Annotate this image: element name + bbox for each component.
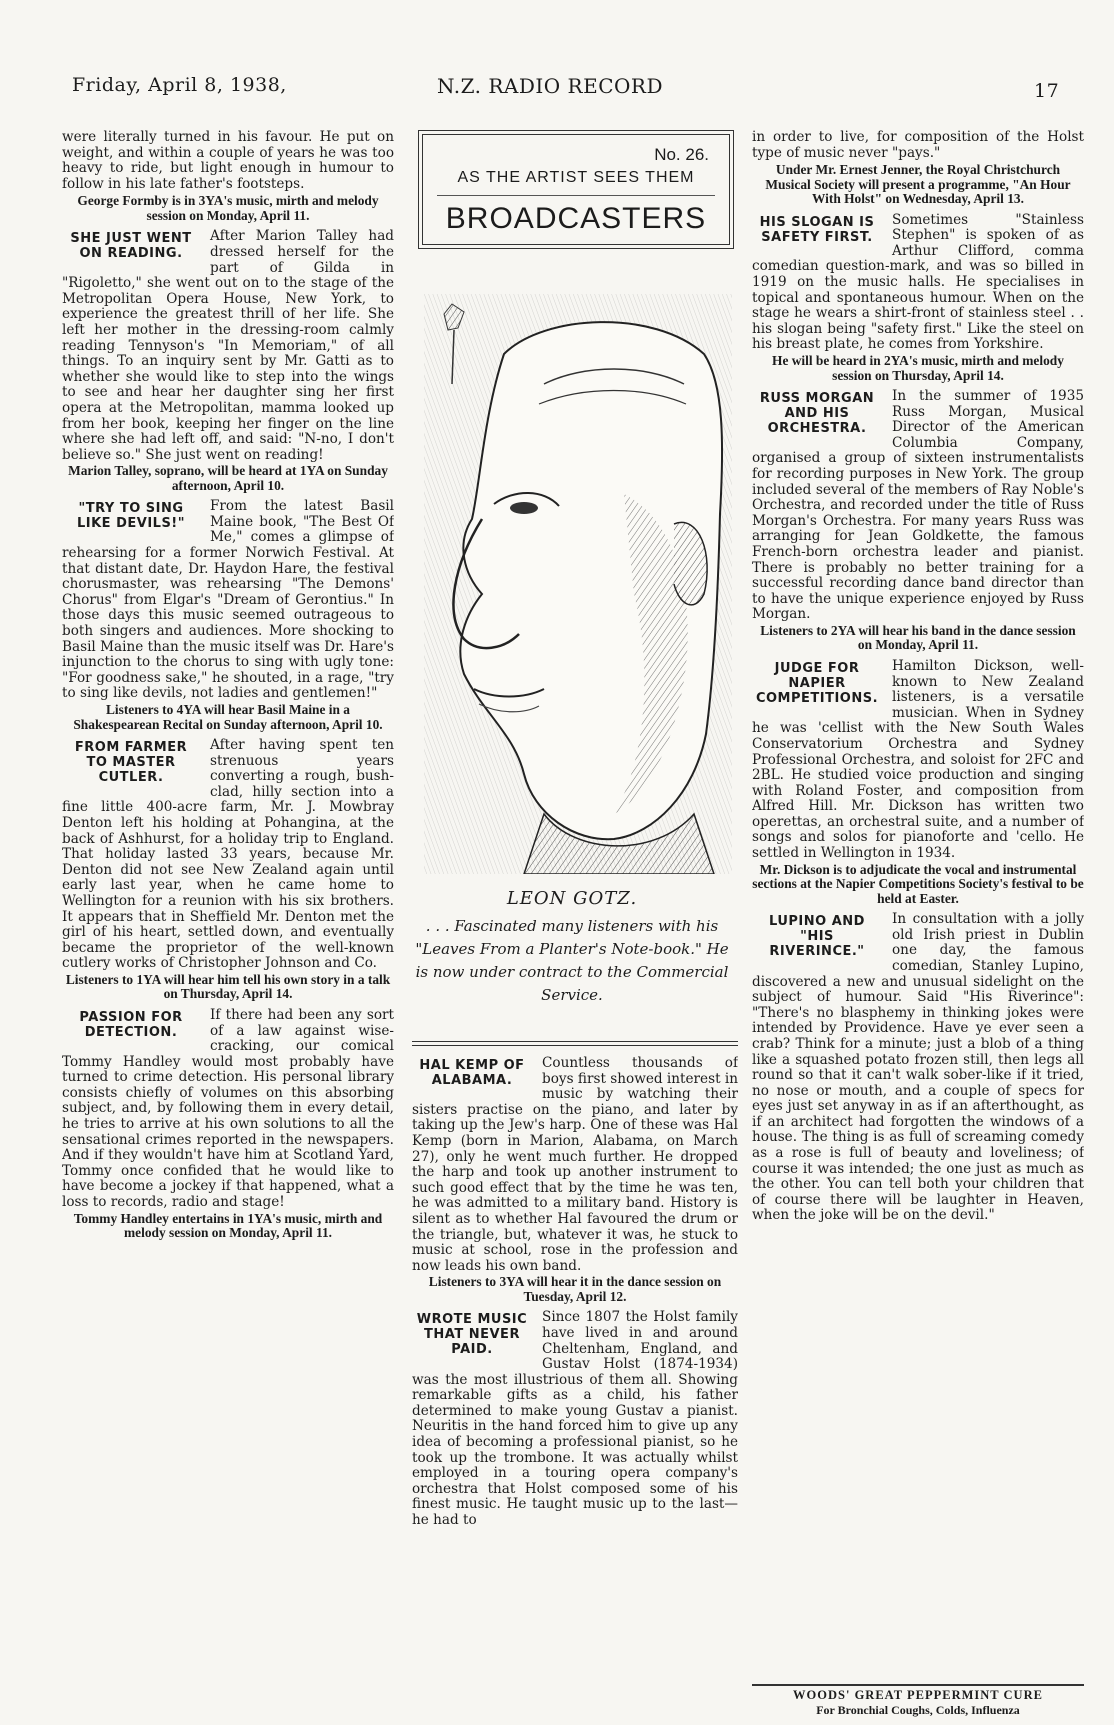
advert-title: WOODS' GREAT PEPPERMINT CURE: [793, 1688, 1043, 1702]
feature-title: BROADCASTERS: [445, 202, 707, 235]
article-body: If there had been any sort of a law against wise-cracking, our comical Tommy Handley would most probably have turned to crime detection. His personal library consists chiefly of volumes on this absorbing subject, and, by following them in every detail, he tries to arrive at his own solutions to all the sensational crimes reported in the newspapers. And if they wouldn't have him at Scotland Yard, Tommy once confided that he would like to have become a jockey if that happened, what a loss to records, radio and stage!: [62, 1007, 394, 1211]
feature-number: No. 26.: [654, 145, 709, 164]
article-body: After having spent ten strenuous years converting a rough, bush-clad, hilly section into a fine little 400-acre farm, Mr. J. Mowbray Denton left his holding at Pohangina, at the back of Ashhurst, for a holiday trip to England. That holiday lasted 33 years, because Mr. Denton did not see New Zealand again until early last year, when he came home to Wellington for a reunion with his six brothers. It appears that in Sheffield Mr. Denton met the girl of his heart, settled down, and eventually became the proprietor of the well-known cutlery works of Christopher Johnson and Co.: [62, 738, 394, 972]
issue-date: Friday, April 8, 1938,: [72, 74, 287, 96]
col1-intro-note: George Formby is in 3YA's music, mirth and melody session on Monday, April 11.: [77, 193, 379, 223]
article-note: Marion Talley, soprano, will be heard at 1YA on Sunday afternoon, April 10.: [68, 463, 388, 493]
column-3: [752, 130, 1084, 1224]
article-note: He will be heard in 2YA's music, mirth and melody session on Thursday, April 14.: [772, 353, 1064, 383]
article-note: Tommy Handley entertains in 1YA's music, mirth and melody session on Monday, April 11.: [73, 1210, 383, 1241]
article-body: From the latest Basil Maine book, "The Best Of Me," comes a glimpse of rehearsing for a former Norwich Festival. At that distant date, Dr. Haydon Hare, the festival chorusmaster, was rehearsing "The Demons' Chorus" from Elgar's "Dream of Gerontius." In those days this music seemed outrageous to both singers and audiences. More shocking to Basil Maine than the music itself was Dr. Hare's injunction to the chorus to sing with ugly tone: "For goodness sake," he shouted, in a rage, "try to sing like devils, not ladies and gentlemen!": [62, 499, 394, 702]
article: [62, 738, 394, 972]
column-2: [412, 1052, 738, 1529]
article-body: In consultation with a jolly old Irish priest in Dublin one day, the famous comedian, Stanley Lupino, discovered a new and unusual sidelight on the subject of humour. Said "His Riverince": "There's no blasphemy in thinking jokes were intended by Providence. Have ye ever seen a crab? Think for a minute; just a blob of a thing like a squashed potato frozen still, then legs all round so that it can't walk sober-like if it tried, no nose or mouth, and a couple of specs for eyes just set anyway in as if an afterthought, as if an architect had forgotten the windows of a house. The thing is as full of screaming comedy as a rose is full of beauty and loveliness; of course it was intended; the one just as much as the other. You can tell both your children that of course there will be laughter in Heaven, when the joke will be on the devil.": [752, 912, 1084, 1224]
article-heading: RUSS MORGAN AND HIS ORCHESTRA.: [759, 391, 875, 437]
article-note: Mr. Dickson is to adjudicate the vocal and instrumental sections at the Napier Competitions Society's festival to be held at Easter.: [752, 861, 1084, 906]
article-body: Hamilton Dickson, well-known to New Zealand listeners, is a versatile musician. When in Sydney he was 'cellist with the New South Wales Conservatorium Orchestra and Sydney Professional Orchestra, and soloist for 2FC and 2BL. He studied voice production and singing with Roland Foster, and composition from Alfred Hill. Mr. Dickson has written two operettas, an orchestral suite, and a number of songs and solos for pianoforte and 'cello. He settled in Wellington in 1934.: [752, 658, 1084, 862]
advert-strip: [752, 1684, 1084, 1718]
col1-intro: were literally turned in his favour. He put on weight, and within a couple of years he was too heavy to ride, but light enough in humour to follow in his late father's footsteps.: [62, 129, 394, 192]
caption-text: . . . Fascinated many listeners with his "Leaves From a Planter's Note-book." He is now under contract to the Commercial Service.: [415, 917, 729, 1004]
article-heading: JUDGE FOR NAPIER COMPETITIONS.: [755, 660, 879, 706]
page-number: 17: [1034, 80, 1060, 102]
article-body: Countless thousands of boys first showed interest in music by watching their sisters practise on the piano, and later by taking up the Jew's harp. One of these was Hal Kemp (born in Marion, Alabama, on March 27), only he went much further. He dropped the harp and took up another instrument to such good effect that by the time he was ten, he was admitted to a military band. History is silent as to whether Hal favoured the drum or the triangle, but, whatever it was, he stuck to music at school, rose in the profession and now leads his own band.: [412, 1056, 738, 1274]
article: [752, 389, 1084, 623]
feature-title-box: [418, 130, 734, 249]
publication-title: N.Z. RADIO RECORD: [437, 74, 663, 98]
article-heading: HIS SLOGAN IS SAFETY FIRST.: [759, 214, 875, 245]
caricature-illustration: [424, 294, 732, 874]
article-heading: WROTE MUSIC THAT NEVER PAID.: [416, 1312, 528, 1358]
section-divider: [412, 1041, 738, 1046]
article: [62, 229, 394, 463]
article-body: Since 1807 the Holst family have lived in and around Cheltenham, England, and Gustav Holst (1874-1934) was the most illustrious of them all. Showing remarkable gifts as a child, his father determined to make young Gustav a pianist. Neuritis in the hand forced him to give up any idea of becoming a professional pianist, so he took up the trombone. It was actually whilst employed in a touring opera company's orchestra that Holst composed some of his finest music. He taught music up to the last—he had to: [412, 1310, 738, 1529]
article-note: Listeners to 1YA will hear him tell his own story in a talk on Thursday, April 14.: [65, 971, 391, 1002]
article: [412, 1056, 738, 1274]
article-heading: SHE JUST WENT ON READING.: [70, 231, 192, 262]
advert-subtitle: For Bronchial Coughs, Colds, Influenza: [816, 1703, 1020, 1717]
article: [412, 1310, 738, 1528]
caption-name: LEON GOTZ.: [506, 888, 638, 909]
column-1: [62, 130, 394, 1247]
article-heading: HAL KEMP OF ALABAMA.: [419, 1058, 525, 1088]
article-note: Listeners to 3YA will hear it in the dance session on Tuesday, April 12.: [428, 1274, 722, 1304]
article: [62, 1008, 394, 1211]
article: [752, 659, 1084, 862]
article-note: Listeners to 2YA will hear his band in the dance session on Monday, April 11.: [760, 622, 1076, 653]
article-heading: FROM FARMER TO MASTER CUTLER.: [74, 740, 188, 785]
caricature-caption: [404, 888, 740, 1007]
article: [752, 912, 1084, 1224]
article-body: Sometimes "Stainless Stephen" is spoken of as Arthur Clifford, comma comedian question-mark, and was so billed in 1919 on the music halls. He specialises in topical and spontaneous humour. When on the stage he wears a shirt-front of stainless steel . . his slogan being "safety first." Like the steel on his breast plate, he comes from Yorkshire.: [752, 212, 1084, 353]
col3-intro-note: Under Mr. Ernest Jenner, the Royal Christchurch Musical Society will present a programme, "An Hour With Holst" on Wednesday, April 13.: [765, 162, 1071, 207]
article-heading: PASSION FOR DETECTION.: [79, 1009, 183, 1040]
article-body: After Marion Talley had dressed herself for the part of Gilda in "Rigoletto," she went out on to the stage of the Metropolitan Opera House, New York, to experience the greatest thrill of her life. She left her mother in the dressing-room calmly reading Tennyson's "In Memoriam," of all things. To an inquiry sent by Mr. Gatti as to whether she would like to step into the wings to see and hear her daughter sing her first opera at the Metropolitan, mamma looked up from her book, keeping her finger on the line where she had left off, and said: "N-no, I don't believe so." She just went on reading!: [62, 229, 394, 463]
feature-subtitle: AS THE ARTIST SEES THEM: [457, 169, 695, 186]
article-note: Listeners to 4YA will hear Basil Maine in a Shakespearean Recital on Sunday afternoon, April 10.: [73, 702, 383, 732]
article-heading: "TRY TO SING LIKE DEVILS!": [76, 501, 186, 532]
article-heading: LUPINO AND "HIS RIVERINCE.": [769, 914, 865, 960]
col3-intro: in order to live, for composition of the Holst type of music never "pays.": [752, 129, 1084, 161]
leon-gotz-caricature: [424, 294, 732, 874]
article: [752, 213, 1084, 353]
article: [62, 499, 394, 702]
article-body: In the summer of 1935 Russ Morgan, Musical Director of the American Columbia Company, organised a group of sixteen instrumentalists for recording purposes in New York. The group included several of the members of Ray Noble's Orchestra, and recorded under the title of Russ Morgan's Orchestra. For many years Russ was arranging for Jean Goldkette, the famous French-born orchestra leader and pianist. There is probably no better training for a successful recording dance band director than to have the unique experience enjoyed by Russ Morgan.: [752, 389, 1084, 623]
